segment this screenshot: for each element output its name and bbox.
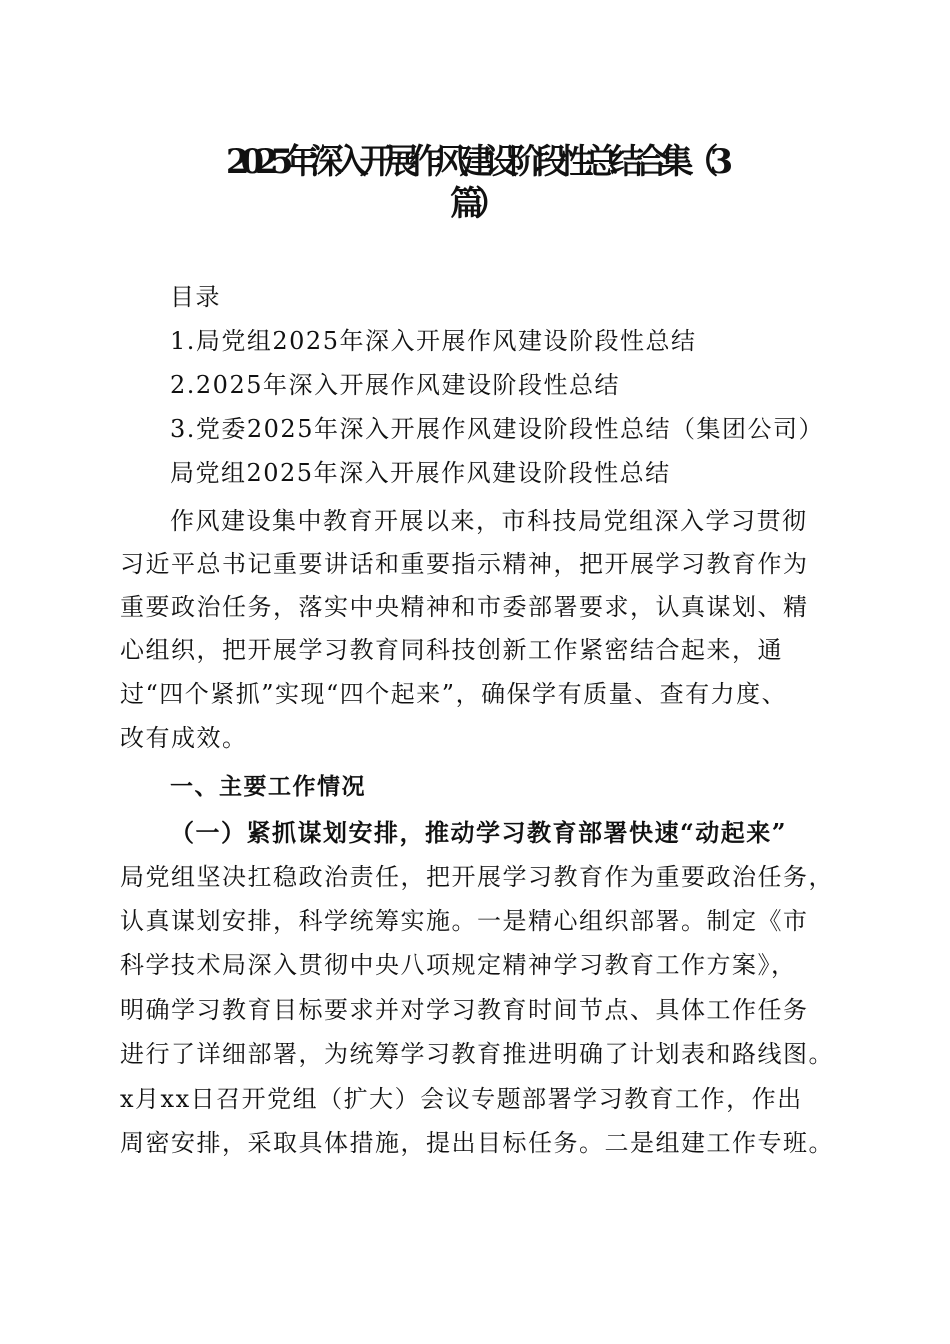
intro-line-5: 过“四个紧抓”实现“四个起来”，确保学有质量、查有力度、	[120, 680, 788, 708]
body-line-5: 进行了详细部署，为统筹学习教育推进明确了计划表和路线图。	[120, 1040, 834, 1068]
toc-item-2: 2.2025年深入开展作风建设阶段性总结	[170, 371, 620, 399]
subsection-1-heading: （一）紧抓谋划安排，推动学习教育部署快速“动起来”	[170, 818, 788, 847]
intro-line-1: 作风建设集中教育开展以来，市科技局党组深入学习贯彻	[170, 507, 808, 535]
body-line-7: 周密安排，采取具体措施，提出目标任务。二是组建工作专班。	[120, 1129, 834, 1157]
body-line-3: 科学技术局深入贯彻中央八项规定精神学习教育工作方案》，	[120, 951, 797, 979]
document-title-line-1: 2025年深入开展作风建设阶段性总结合集（3	[225, 142, 725, 182]
intro-line-2: 习近平总书记重要讲话和重要指示精神，把开展学习教育作为	[120, 550, 809, 578]
body-line-1: 局党组坚决扛稳政治责任，把开展学习教育作为重要政治任务，	[120, 863, 834, 891]
intro-line-6: 改有成效。	[120, 724, 248, 752]
body-line-6: x月xx日召开党组（扩大）会议专题部署学习教育工作，作出	[120, 1085, 803, 1113]
section-1-heading: 一、主要工作情况	[170, 774, 366, 800]
intro-line-4: 心组织，把开展学习教育同科技创新工作紧密结合起来，通	[120, 636, 783, 664]
body-line-2: 认真谋划安排，科学统筹实施。一是精心组织部署。制定《市	[120, 907, 809, 935]
article-title: 局党组2025年深入开展作风建设阶段性总结	[170, 459, 671, 487]
intro-line-3: 重要政治任务，落实中央精神和市委部署要求，认真谋划、精	[120, 593, 809, 621]
toc-item-1: 1.局党组2025年深入开展作风建设阶段性总结	[170, 327, 697, 355]
toc-label: 目录	[170, 283, 221, 311]
body-line-4: 明确学习教育目标要求并对学习教育时间节点、具体工作任务	[120, 996, 809, 1024]
document-title-line-2: 篇）	[450, 184, 500, 224]
toc-item-3: 3.党委2025年深入开展作风建设阶段性总结（集团公司）	[170, 415, 824, 443]
